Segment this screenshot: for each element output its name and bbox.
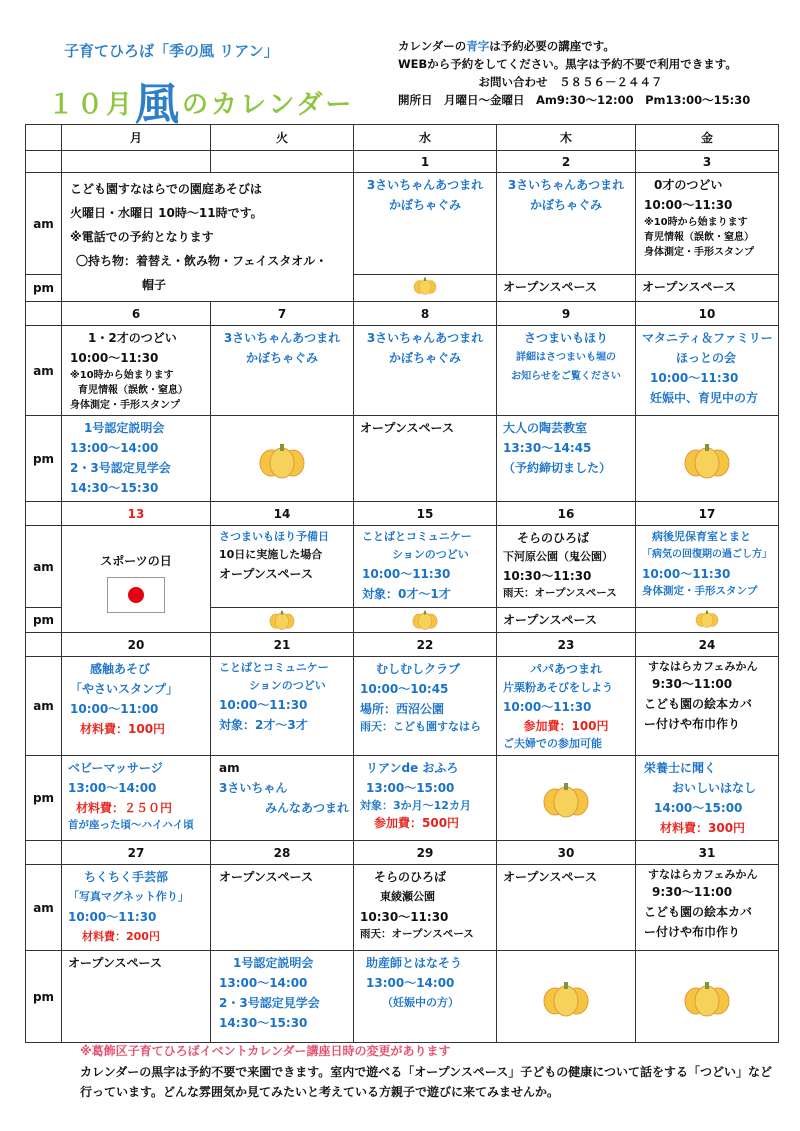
pm-label: pm — [26, 416, 62, 502]
event-sub: 「病気の回復期の過ごし方」 — [642, 549, 772, 560]
date-cell: 31 — [636, 841, 779, 865]
event-note: ※10時から始まります — [644, 217, 748, 228]
event-title: 2・3号認定見学会 — [219, 996, 320, 1010]
event-title: すなはらカフェみかん — [648, 868, 758, 881]
event-note: 首が座った頃～ハイハイ頃 — [68, 819, 194, 831]
event-time: 13:00～15:00 — [366, 781, 455, 795]
event-note: 身体測定・手形スタンプ — [642, 585, 758, 597]
event-cell — [636, 865, 779, 951]
event-title: パパあつまれ — [529, 662, 602, 676]
pumpkin-cell — [636, 951, 779, 1043]
date-cell: 10 — [636, 302, 779, 326]
event-sub: かぼちゃぐみ — [529, 198, 602, 212]
event-note: こども園の絵本カバ — [644, 697, 753, 711]
event-title: 栄養士に聞く — [644, 761, 717, 775]
event-note: こども園の絵本カバ — [644, 905, 753, 919]
corner-cell — [26, 125, 62, 151]
event-title: みんなあつまれ — [265, 801, 350, 815]
event-title: オープンスペース — [642, 280, 736, 295]
event-cell — [497, 657, 636, 756]
event-title: オープンスペース — [360, 421, 454, 435]
event-title: 3さいちゃん — [219, 781, 288, 795]
garden-notice-line: ※電話での予約となります — [70, 230, 214, 244]
am-label: am — [26, 865, 62, 951]
pumpkin-icon — [682, 977, 732, 1017]
event-fee: 材料費：100円 — [80, 722, 166, 736]
event-time: 10:30～11:30 — [360, 910, 449, 924]
event-cell — [497, 526, 636, 608]
event-title: そらのひろば — [374, 870, 447, 884]
am-label: am — [26, 173, 62, 275]
event-title: さつまいもほり予備日 — [219, 530, 329, 543]
event-fee: 参加費：100円 — [523, 719, 609, 733]
event-cell — [497, 608, 636, 633]
event-note: 対象：2才～3才 — [219, 718, 308, 732]
event-note: 身体測定・手形スタンプ — [644, 247, 754, 258]
event-cell — [62, 657, 211, 756]
info-line1c: は予約必要の講座です。 — [489, 39, 615, 53]
date-cell: 8 — [354, 302, 497, 326]
date-cell: 14 — [211, 502, 354, 526]
event-fee: 材料費：２５０円 — [76, 801, 173, 815]
day-fri: 金 — [636, 125, 779, 151]
event-title: 1号認定説明会 — [84, 421, 165, 435]
footer-description: カレンダーの黒字は予約不要で来園できます。室内で遊べる「オープンスペース」子どもの健康について話をする「つどい」など行っています。どんな雰囲気か見てみたいと考えている方親子で遊びに来てみませんか。 — [80, 1065, 772, 1099]
event-note: お知らせをご覧ください — [511, 371, 621, 382]
date-cell: 29 — [354, 841, 497, 865]
event-title: 病後児保育室とまと — [652, 530, 751, 543]
event-cell — [497, 275, 636, 302]
event-time: 10:00～11:30 — [503, 700, 592, 714]
garden-notice-line: 〇持ち物：着替え・飲み物・フェイスタオル・ — [76, 254, 328, 268]
event-cell — [211, 526, 354, 608]
date-cell — [62, 151, 211, 173]
event-note: 10日に実施した場合 — [219, 548, 323, 561]
day-tue: 火 — [211, 125, 354, 151]
event-title: 1・2才のつどい — [88, 331, 177, 345]
event-cell — [636, 526, 779, 608]
am-label: am — [26, 526, 62, 608]
event-time: 10:00～10:45 — [360, 682, 449, 696]
event-time: 10:00～11:30 — [650, 371, 739, 385]
event-cell — [211, 657, 354, 756]
event-title: ちくちく手芸部 — [84, 870, 169, 884]
date-cell: 24 — [636, 633, 779, 657]
event-cell — [354, 416, 497, 502]
event-sub: かぼちゃぐみ — [245, 351, 318, 365]
pumpkin-cell — [497, 756, 636, 841]
holiday-cell — [62, 526, 211, 633]
event-sub: 「やさいスタンプ」 — [70, 682, 179, 696]
date-cell: 9 — [497, 302, 636, 326]
event-time: 13:00～14:00 — [68, 781, 157, 795]
event-time: 10:00～11:30 — [68, 910, 157, 924]
event-note: 対象：0才～1才 — [362, 587, 451, 601]
event-title: ションのつどい — [392, 548, 469, 561]
event-sub: 下河原公園（鬼公園） — [503, 550, 613, 563]
event-note: （予約締切ました） — [503, 461, 612, 475]
event-title: むしむしクラブ — [376, 662, 461, 676]
pumpkin-icon — [268, 608, 296, 630]
am-label: am — [26, 657, 62, 756]
event-cell — [211, 756, 354, 841]
info-line4: 開所日 月曜日～金曜日 Am9:30～12:00 Pm13:00～15:30 — [398, 93, 751, 107]
day-mon: 月 — [62, 125, 211, 151]
pumpkin-cell — [636, 608, 779, 633]
day-thu: 木 — [497, 125, 636, 151]
event-cell — [62, 865, 211, 951]
pumpkin-icon — [682, 439, 732, 479]
date-cell: 30 — [497, 841, 636, 865]
event-time: 9:30～11:00 — [652, 677, 733, 691]
pumpkin-icon — [694, 608, 720, 628]
pumpkin-cell — [211, 416, 354, 502]
event-time: 10:00～11:30 — [219, 698, 308, 712]
event-time: 13:00～14:00 — [219, 976, 308, 990]
date-cell: 20 — [62, 633, 211, 657]
title-kaze: 風 — [135, 79, 183, 130]
event-note: 雨天：こども園すなはら — [360, 720, 481, 733]
date-cell: 16 — [497, 502, 636, 526]
event-time: 10:00～11:30 — [362, 567, 451, 581]
event-note: ー付けや布巾作り — [644, 717, 741, 731]
event-time: 10:00～11:00 — [70, 702, 159, 716]
date-cell — [211, 151, 354, 173]
event-label: am — [219, 761, 240, 775]
event-sub: かぼちゃぐみ — [388, 351, 461, 365]
date-cell-holiday: 13 — [62, 502, 211, 526]
event-fee: 参加費：500円 — [374, 816, 460, 830]
date-cell: 27 — [62, 841, 211, 865]
event-time: 13:00～14:00 — [366, 976, 455, 990]
event-title: すなはらカフェみかん — [648, 660, 758, 673]
pumpkin-cell — [636, 416, 779, 502]
event-place: 場所：西沼公園 — [360, 702, 445, 716]
event-title: 1号認定説明会 — [233, 956, 314, 970]
event-time: 13:00～14:00 — [70, 441, 159, 455]
event-cell — [211, 951, 354, 1043]
pumpkin-cell — [354, 608, 497, 633]
event-title: オープンスペース — [68, 956, 162, 970]
event-title: ベビーマッサージ — [68, 761, 163, 775]
date-cell: 28 — [211, 841, 354, 865]
event-note: ー付けや布巾作り — [644, 925, 741, 939]
event-cell — [211, 326, 354, 416]
date-cell: 15 — [354, 502, 497, 526]
pumpkin-cell — [497, 951, 636, 1043]
event-cell — [354, 173, 497, 275]
event-note: 育児情報（誤飲・窒息） — [78, 385, 188, 396]
event-time: 13:30～14:45 — [503, 441, 592, 455]
pumpkin-icon — [541, 977, 591, 1017]
event-time: 10:00～11:30 — [70, 351, 159, 365]
event-note: 身体測定・手形スタンプ — [70, 400, 180, 411]
date-cell: 1 — [354, 151, 497, 173]
pm-label: pm — [26, 608, 62, 633]
pumpkin-icon — [257, 439, 307, 479]
date-cell: 3 — [636, 151, 779, 173]
event-sub: オープンスペース — [219, 567, 313, 581]
event-cell — [62, 326, 211, 416]
event-note: 雨天：オープンスペース — [360, 928, 474, 940]
pm-label: pm — [26, 275, 62, 302]
event-note: 妊娠中、育児中の方 — [650, 391, 759, 405]
event-title: オープンスペース — [503, 870, 597, 884]
calendar-table — [25, 124, 779, 1043]
event-cell — [354, 756, 497, 841]
event-title: マタニティ＆ファミリー — [642, 331, 773, 345]
pumpkin-icon — [412, 275, 438, 295]
garden-notice-line: こども園すなはらでの園庭あそびは — [70, 182, 262, 196]
change-notice: ※葛飾区子育てひろばイベントカレンダー講座日時の変更があります — [80, 1044, 451, 1058]
event-title: ことばとコミュニケー — [362, 530, 472, 543]
event-cell — [62, 416, 211, 502]
event-cell — [497, 173, 636, 275]
event-cell — [636, 756, 779, 841]
pumpkin-cell — [211, 608, 354, 633]
event-time: 14:00～15:00 — [654, 801, 743, 815]
holiday-name: スポーツの日 — [100, 554, 172, 568]
event-title: そらのひろば — [517, 531, 590, 545]
title-calendar: のカレンダー — [182, 90, 355, 120]
pumpkin-icon — [411, 608, 439, 630]
event-title: オープンスペース — [503, 613, 597, 627]
event-time: 10:30～11:30 — [503, 569, 592, 583]
event-note: ご夫婦での参加可能 — [503, 737, 602, 750]
event-time: 14:30～15:30 — [219, 1016, 308, 1030]
am-label: am — [26, 326, 62, 416]
event-sub: かぼちゃぐみ — [388, 198, 461, 212]
event-note: 対象：3か月～12カ月 — [360, 799, 471, 812]
info-line1b: 青字 — [466, 39, 490, 53]
subtitle: 子育てひろば「季の風 リアン」 — [64, 42, 279, 60]
event-title: ことばとコミュニケー — [219, 661, 329, 674]
title-month: １０月 — [48, 90, 136, 120]
info-line1a: カレンダーの — [398, 39, 467, 53]
date-cell: 6 — [62, 302, 211, 326]
event-time: 10:00～11:30 — [644, 198, 733, 212]
event-cell — [636, 657, 779, 756]
event-title: リアンde おふろ — [366, 761, 459, 775]
date-cell: 2 — [497, 151, 636, 173]
event-time: 9:30～11:00 — [652, 885, 733, 899]
event-note: 詳細はさつまいも堀の — [516, 352, 616, 363]
event-cell — [354, 865, 497, 951]
event-note: 育児情報（誤飲・窒息） — [644, 232, 754, 243]
event-title: 3さいちゃんあつまれ — [507, 178, 625, 192]
event-title: 3さいちゃんあつまれ — [366, 178, 484, 192]
info-line3: お問い合わせ ５８５６－２４４７ — [478, 75, 663, 89]
japan-flag-icon — [107, 577, 165, 613]
event-cell — [354, 326, 497, 416]
garden-notice-cell — [62, 173, 354, 302]
day-wed: 水 — [354, 125, 497, 151]
garden-notice-line: 火曜日・水曜日 10時～11時です。 — [70, 206, 263, 220]
event-cell — [636, 326, 779, 416]
event-cell — [497, 865, 636, 951]
event-cell — [636, 173, 779, 275]
date-cell: 17 — [636, 502, 779, 526]
event-title: 助産師とはなそう — [366, 956, 463, 970]
event-title: 大人の陶芸教室 — [503, 421, 588, 435]
pm-label: pm — [26, 756, 62, 841]
event-sub: おいしいはなし — [672, 781, 757, 795]
event-fee: 材料費：300円 — [660, 821, 746, 835]
event-title: 2・3号認定見学会 — [70, 461, 171, 475]
event-cell — [354, 657, 497, 756]
event-title: オープンスペース — [503, 280, 597, 295]
event-title: さつまいもほり — [523, 331, 608, 345]
event-cell — [62, 756, 211, 841]
pumpkin-cell — [354, 275, 497, 302]
event-title: 3さいちゃんあつまれ — [223, 331, 341, 345]
page-title — [48, 68, 354, 132]
event-time: 14:30～15:30 — [70, 481, 159, 495]
event-cell — [497, 416, 636, 502]
date-cell: 22 — [354, 633, 497, 657]
event-cell — [497, 326, 636, 416]
pumpkin-icon — [541, 778, 591, 818]
date-cell: 7 — [211, 302, 354, 326]
event-sub: 「写真マグネット作り」 — [68, 890, 189, 903]
event-title: 3さいちゃんあつまれ — [366, 331, 484, 345]
event-title: オープンスペース — [219, 870, 313, 884]
event-title: 感触あそび — [90, 662, 151, 676]
info-line2: WEBから予約をしてください。黒字は予約不要で利用できます。 — [398, 57, 737, 71]
event-time: 10:00～11:30 — [642, 567, 731, 581]
event-cell — [211, 865, 354, 951]
event-title: 0才のつどい — [654, 178, 723, 192]
event-cell — [636, 275, 779, 302]
event-sub: 片栗粉あそびをしよう — [503, 681, 613, 694]
info-block — [398, 37, 750, 109]
event-cell — [354, 951, 497, 1043]
pm-label: pm — [26, 951, 62, 1043]
event-place: 東綾瀬公園 — [380, 890, 435, 903]
event-fee: 材料費：200円 — [82, 930, 160, 943]
event-cell — [354, 526, 497, 608]
date-cell: 23 — [497, 633, 636, 657]
event-cell — [62, 951, 211, 1043]
garden-notice-line: 帽子 — [142, 278, 167, 292]
event-sub: ほっとの会 — [676, 351, 737, 365]
event-note: （妊娠中の方） — [382, 996, 459, 1009]
event-title: ションのつどい — [249, 679, 326, 692]
event-note: 雨天：オープンスペース — [503, 587, 617, 599]
event-note: ※10時から始まります — [70, 370, 174, 381]
date-cell: 21 — [211, 633, 354, 657]
